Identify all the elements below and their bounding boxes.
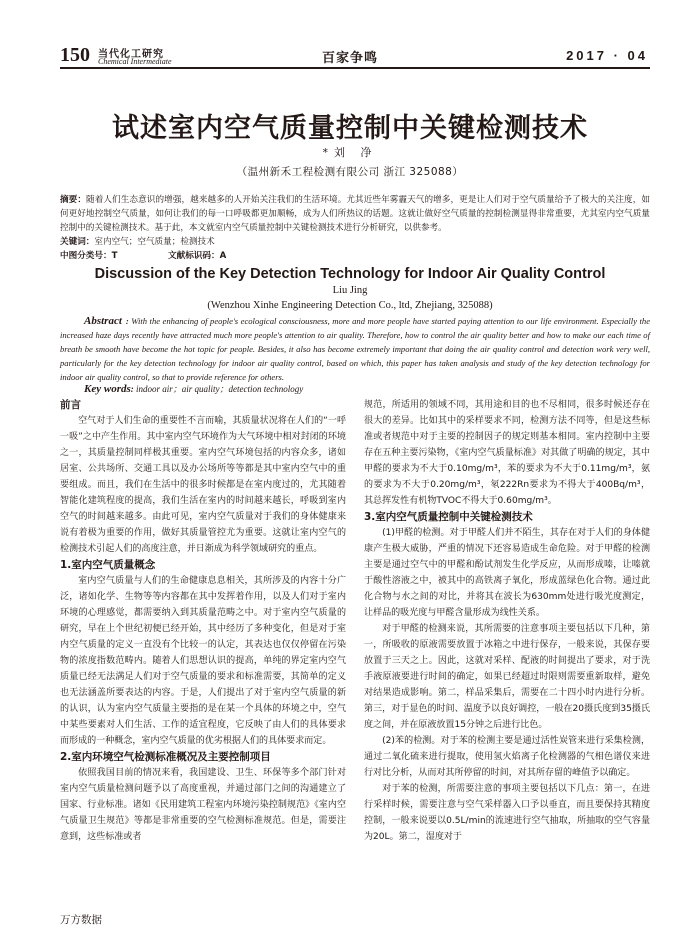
class-label: 中图分类号：	[60, 251, 112, 261]
body-column-right	[364, 397, 650, 845]
journal-name-cn: 当代化工研究	[98, 49, 164, 60]
keywords-en-text: indoor air；air quality；detection technology	[136, 384, 304, 394]
page-number: 150	[60, 44, 90, 66]
page-header	[60, 44, 650, 68]
journal-name-en: Chemical Intermediate	[98, 57, 172, 66]
issue-number: 2017 · 04	[566, 48, 648, 63]
keywords-en: Key words: indoor air；air quality；detection technology	[84, 383, 304, 395]
keywords-cn	[60, 235, 650, 249]
doc-code-value: A	[219, 251, 227, 261]
column-name: 百家争鸣	[322, 51, 379, 66]
keywords-cn-label: 关键词：	[60, 237, 95, 247]
classification-line	[60, 249, 650, 263]
keywords-cn-text: 室内空气；空气质量；检测技术	[94, 237, 215, 247]
paragraph: 空气对于人们生命的重要性不言而喻，其质量状况将在人们的“一呼一吸”之中产生作用。其中室内空气环境作为大气环境中相对封闭的环境之一，其质量控制同样极其重要。室内空气环境包括的内容众多，诸如居室、公共场所、交通工具以及办公场所等等都是其中室内空气中的重要组成。而且，我们在生活中的很多时候都是在室内度过的，尤其随着智能化建筑程度的提高，我们生活在室内的时间越来越长，呼吸到室内空气的时间越来越多。由此可见，室内空气质量对于我们的身体健康来说有着极为重要的作用，做好其质量管控尤为重要。这就让室内空气的检测技术引起人们的高度注意，并日渐成为科学领域研究的重点。	[60, 416, 346, 554]
article-title-cn: 试述室内空气质量控制中关键检测技术	[112, 113, 588, 144]
paragraph: (1)甲醛的检测。对于甲醛人们并不陌生，其存在对于人们的身体健康产生极大威胁，严重的情况下还容易造成生命危险。对于甲醛的检测主要是通过空气中的甲醛和酚试剂发生化学反应，从而形成嗪，让嗪就于酸性溶液之中，被其中的高铁离子氧化，形成蓝绿色化合物。通过此化合物与水之间的对比，并将其在波长为630mm处进行吸光度测定，让样品的吸光度与甲醛含量形成为线性关系。	[364, 528, 650, 618]
abstract-en-label: Abstract	[84, 315, 122, 327]
abstract-en: Abstract : With the enhancing of people's ecological consciousness, more and more people have started paying attention to our life environment. Especially the increased haze days recently have attracted much more people's attention to air quality. Therefore, how to control the air quality better and how to make our each time of breath be smooth have become the hot topic for people. Besides, it also has become extremely important that doing the air quality control and detection work very well, particularly for the key detection technology for indoor air quality control, based on which, this paper has taken analysis and study of the key detection technology for indoor air quality control, so that to provide reference for others.	[60, 315, 651, 382]
paragraph: 室内空气质量与人们的生命健康息息相关，其所涉及的内容十分广泛，诸如化学、生物等等内容都在其中发挥着作用，以及人们对于室内环境的心理感觉，都需要纳入到其质量范畴之中。对于室内空气质量的研究，早在上个世纪初便已经开始，其中经历了多种变化，但是对于室内空气质量的定义一直没有个比较一的认定，其表达也仅仅停留在污染物的浓度指数范畴内。随着人们思想认识的提高，单纯的界定室内空气质量已经无法满足人们对于空气质量的要求和标准需要，其简单的定义也无法涵盖所要表达的内容。于是，人们提出了对于室内空气质量的新的认识，认为室内空气质量主要指的是在某一个具体的环境之中，空气中某些要素对人们生活、工作的适宜程度，它反映了由人们的具体要求而形成的一种概念，室内空气质量的优劣根据人们的具体要求而定。	[60, 576, 346, 746]
author-en: Liu Jing	[332, 285, 368, 296]
author-cn: *刘 净	[322, 146, 378, 159]
abstract-cn-label: 摘要：	[60, 195, 87, 205]
affiliation-cn: （温州新禾工程检测有限公司 浙江 325088）	[236, 166, 464, 178]
paragraph: 规范，所适用的领域不同，其用途和目的也不尽相同，很多时候还存在很大的差异。比如其中的采样要求不同，检测方法不同等，但是这些标准或者规范中对于主要的控制因子的规定则基本相同。室内控制中主要存在五种主要污染物，《室内空气质量标准》对其做了明确的规定，其中甲醛的要求为不大于0.10mg/m³，苯的要求为不大于0.11mg/m³，氨的要求为不大于0.20mg/m³，氡222Rn要求为不得大于400Bq/m³，其总挥发性有机物TVOC不得大于0.60mg/m³。	[364, 400, 650, 506]
doc-code-label: 文献标识码：	[168, 251, 220, 261]
section-heading: 3.室内空气质量控制中关键检测技术	[364, 511, 533, 523]
paragraph: 对于甲醛的检测来说，其所需要的注意事项主要包括以下几种，第一，所吸收的原液需要放置于冰箱之中进行保存，一般来说，其保存要放置于三天之上。因此，这就对采样、配液的时间提出了要求，对于洗手液原液要进行时间的确定，如果已经超过时限则需要重新取样，避免对结果造成影响。第二，样品采集后，需要在二十四小时内进行分析。第三，对于显色的时间、温度予以良好调控，一般在20摄氏度到35摄氏度之间，并在原液放置15分钟之后进行比色。	[364, 624, 650, 730]
body-column-left	[60, 397, 346, 845]
section-heading: 前言	[60, 399, 81, 411]
section-heading: 2.室内环境空气检测标准概况及主要控制项目	[60, 751, 271, 763]
affiliation-en: (Wenzhou Xinhe Engineering Detection Co., ltd, Zhejiang, 325088)	[207, 300, 493, 311]
keywords-en-label: Key words	[84, 383, 131, 395]
paragraph: (2)苯的检测。对于苯的检测主要是通过活性炭管来进行采集检测，通过二氧化硫来进行提取，使用氢火焰离子化检测器的气相色谱仪来进行对比分析，从而对其所停留的时间，对其所存留的峰值予以确定。	[364, 736, 650, 778]
paragraph: 依照我国目前的情况来看，我国建设、卫生、环保等多个部门针对室内空气质量检测问题予以了高度重视，并通过部门之间的沟通建立了国家、行业标准。诸如《民用建筑工程室内环境污染控制规范》《室内空气质量卫生规范》等都是非常重要的空气检测标准规范。但是，需要注意到，这些标准或者	[60, 768, 346, 842]
abstract-cn-text: 随着人们生态意识的增强，越来越多的人开始关注我们的生活环境。尤其近些年雾霾天气的增多，更是让人们对于空气质量给予了极大的关注度，如何更好地控制空气质量，如何让我们的每一口呼吸都更加顺畅，成为人们所热议的话题。这就让做好空气质量的控制检测显得非常重要，尤其室内空气质量控制中的关键检测技术。基于此，本文就室内空气质量控制中关键检测技术进行分析研究，以供参考。	[60, 195, 650, 233]
paragraph: 对于苯的检测，所需要注意的事项主要包括以下几点：第一，在进行采样时候，需要注意与空气采样器入口予以垂直，而且要保持其精度控制，一般来说要以0.5L/min的流速进行空气抽取，所抽取的空气容量为20L。第二，湿度对于	[364, 784, 650, 842]
footer-source: 万方数据	[60, 914, 102, 926]
abstract-en-text: With the enhancing of people's ecological consciousness, more and more people have started paying attention to our life environment. Especially the increased haze days recently have attracted much more people's attention to air quality. Therefore, how to control the air quality better and how to make our each time of breath be smooth have become the hot topic for people. Besides, it also has become extremely important that doing the air quality control and detection work very well, particularly for the key detection technology for indoor air quality control, based on which, this paper has taken analysis and study of the key detection technology for indoor air quality control, so that to provide reference for others.	[60, 316, 651, 382]
header-rule	[60, 67, 650, 69]
section-heading: 1.室内空气质量概念	[60, 559, 156, 571]
abstract-cn	[60, 193, 650, 235]
article-title-en: Discussion of the Key Detection Technology for Indoor Air Quality Control	[94, 266, 606, 282]
class-value: T	[111, 251, 118, 261]
